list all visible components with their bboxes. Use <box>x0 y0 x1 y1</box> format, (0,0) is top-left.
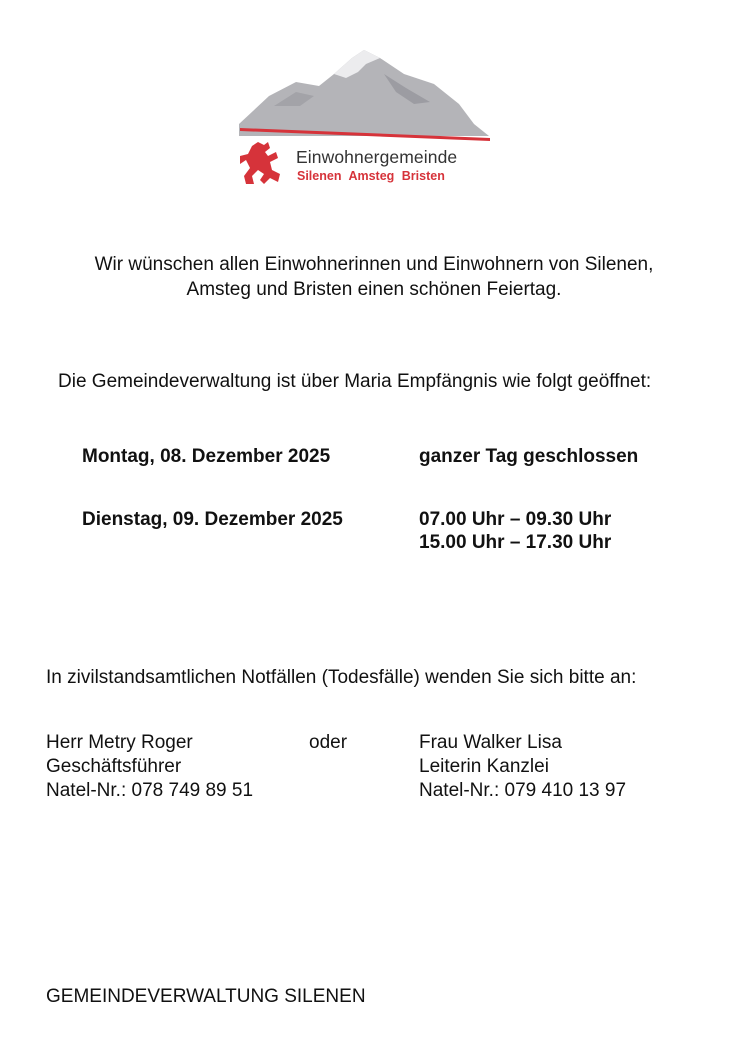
opening-intro: Die Gemeindeverwaltung ist über Maria Empfängnis wie folgt geöffnet: <box>58 371 652 392</box>
contact-right-name: Frau Walker Lisa <box>419 732 562 753</box>
logo-places: Silenen Amsteg Bristen <box>297 169 445 183</box>
contact-left-name: Herr Metry Roger <box>46 732 193 753</box>
contact-left-role: Geschäftsführer <box>46 756 182 777</box>
schedule-hours-tuesday-afternoon: 15.00 Uhr – 17.30 Uhr <box>419 532 612 553</box>
contact-left-phone: Natel-Nr.: 078 749 89 51 <box>46 780 254 801</box>
municipality-logo <box>234 44 506 190</box>
logo-name: Einwohnergemeinde <box>296 147 458 167</box>
footer-signature: GEMEINDEVERWALTUNG SILENEN <box>46 986 366 1007</box>
contact-separator: oder <box>309 732 348 753</box>
contact-right-role: Leiterin Kanzlei <box>419 756 549 777</box>
contact-right-phone: Natel-Nr.: 079 410 13 97 <box>419 780 627 801</box>
lion-crest-icon <box>238 140 282 188</box>
schedule-hours-tuesday-morning: 07.00 Uhr – 09.30 Uhr <box>419 509 612 530</box>
schedule-day-tuesday: Dienstag, 09. Dezember 2025 <box>82 509 343 530</box>
greeting-line-2: Amsteg und Bristen einen schönen Feiertag. <box>186 279 562 300</box>
schedule-day-monday: Montag, 08. Dezember 2025 <box>82 446 331 467</box>
schedule-hours-monday: ganzer Tag geschlossen <box>419 446 639 467</box>
greeting-line-1: Wir wünschen allen Einwohnerinnen und Einwohnern von Silenen, <box>94 254 654 275</box>
emergency-note: In zivilstandsamtlichen Notfällen (Todesfälle) wenden Sie sich bitte an: <box>46 667 637 688</box>
